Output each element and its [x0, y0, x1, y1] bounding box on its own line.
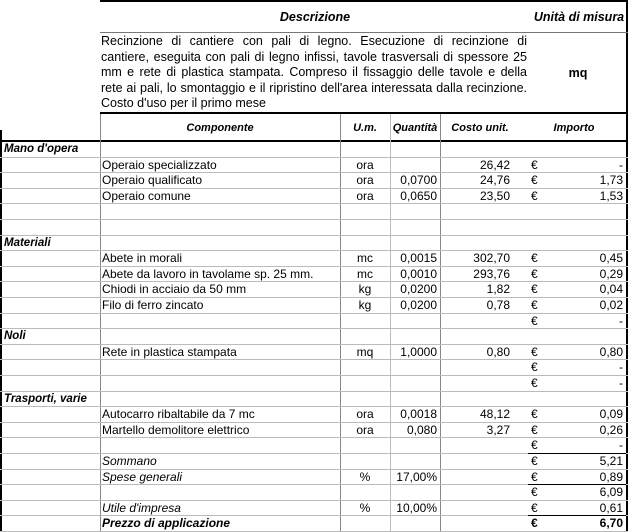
unit-of-measure: kg — [358, 282, 372, 297]
table-row — [0, 454, 628, 470]
quantity: 0,080 — [406, 422, 437, 437]
currency-symbol — [531, 392, 545, 408]
table-row — [0, 298, 628, 314]
quantity: 0,0018 — [400, 407, 437, 422]
amount: 0,02 — [599, 298, 623, 312]
unit-cost — [441, 329, 510, 345]
category-label — [4, 204, 100, 220]
unit-of-measure — [341, 454, 389, 470]
component-name: Filo di ferro zincato — [102, 298, 204, 312]
table-row — [0, 360, 628, 376]
category-label — [4, 251, 100, 267]
category-label — [4, 173, 100, 189]
amount: 5,21 — [599, 454, 623, 468]
column-header-quantita: Quantità — [392, 121, 438, 134]
unit-of-measure: kg — [358, 298, 372, 312]
amount: 1,73 — [599, 173, 623, 188]
category-row — [0, 236, 628, 252]
table-row — [0, 282, 628, 298]
unit-of-measure — [341, 438, 389, 454]
component-name — [102, 376, 338, 392]
quantity — [391, 220, 437, 236]
unit-cost — [441, 454, 510, 470]
component-name — [102, 204, 338, 220]
quantity: 0,0200 — [400, 298, 437, 312]
amount: - — [619, 157, 623, 172]
unit-of-measure — [341, 376, 389, 392]
unit-of-measure: ora — [356, 188, 374, 203]
category-label — [4, 454, 100, 470]
unit-cost — [441, 438, 510, 454]
quantity — [391, 236, 437, 252]
currency-symbol: € — [531, 188, 538, 203]
quantity — [391, 142, 437, 158]
component-name: Martello demolitore elettrico — [102, 422, 250, 437]
unit-cost — [441, 470, 510, 486]
component-name: Utile d'impresa — [102, 500, 181, 515]
unit-cost: 23,50 — [479, 188, 510, 203]
component-name: Sommano — [102, 454, 157, 468]
unit-cost — [441, 485, 510, 501]
unit-of-measure: ora — [356, 422, 374, 437]
component-name: Operaio specializzato — [102, 157, 217, 172]
unit-cost — [441, 314, 510, 330]
unit-cost: 26,42 — [479, 157, 510, 172]
quantity: 0,0015 — [400, 251, 437, 266]
unit-cost: 0,80 — [486, 344, 510, 359]
currency-symbol: € — [531, 251, 538, 266]
unit-of-measure — [341, 329, 389, 345]
component-name: Autocarro ribaltabile da 7 mc — [102, 407, 255, 422]
category-label — [4, 158, 100, 174]
currency-symbol — [531, 142, 545, 158]
amount: 0,29 — [599, 266, 623, 281]
currency-symbol: € — [531, 500, 538, 515]
unit-cost — [441, 376, 510, 392]
unit-header: Unità di misura — [533, 10, 625, 24]
unit-cost — [441, 360, 510, 376]
amount: 0,26 — [599, 422, 623, 437]
category-row — [0, 329, 628, 345]
column-header-costo-unit: Costo unit. — [451, 121, 509, 134]
currency-symbol — [531, 204, 545, 220]
category-label — [4, 501, 100, 517]
subtotal-rule — [528, 453, 626, 454]
component-name — [102, 485, 338, 501]
component-name — [102, 236, 338, 252]
column-header-um: U.m. — [353, 121, 377, 134]
component-name — [102, 392, 338, 408]
unit-cost: 293,76 — [473, 266, 510, 281]
amount: 0,04 — [599, 282, 623, 297]
amount — [548, 392, 623, 408]
unit-of-measure — [341, 314, 389, 330]
category-label — [4, 407, 100, 423]
currency-symbol: € — [531, 376, 538, 390]
divider — [100, 32, 628, 33]
category-label — [4, 298, 100, 314]
unit-cost: 24,76 — [479, 173, 510, 188]
table-row — [0, 485, 628, 501]
table-row — [0, 470, 628, 486]
component-name: Operaio qualificato — [102, 173, 203, 188]
quantity: 0,0200 — [400, 282, 437, 297]
unit-cost — [441, 501, 510, 517]
category-label — [4, 485, 100, 501]
table-row — [0, 251, 628, 267]
component-name: Spese generali — [102, 469, 183, 484]
unit-of-measure — [341, 360, 389, 376]
amount: 0,80 — [599, 344, 623, 359]
unit-of-measure: mc — [357, 251, 373, 266]
description-header: Descrizione — [279, 10, 351, 24]
unit-cost: 0,78 — [486, 298, 510, 312]
component-name: Chiodi in acciaio da 50 mm — [102, 282, 247, 297]
unit-cost — [441, 220, 510, 236]
currency-symbol: € — [531, 469, 538, 484]
currency-symbol — [531, 220, 545, 236]
category-label — [4, 282, 100, 298]
category-label — [4, 345, 100, 361]
amount — [548, 142, 623, 158]
table-row — [0, 516, 628, 532]
table-row — [0, 376, 628, 392]
unit-cost — [441, 516, 510, 532]
category-label — [4, 267, 100, 283]
category-label: Trasporti, varie — [4, 392, 87, 405]
table-row — [0, 189, 628, 205]
category-label: Materiali — [4, 236, 51, 249]
column-header-importo: Importo — [553, 121, 595, 134]
table-row — [0, 173, 628, 189]
category-label: Mano d'opera — [4, 143, 79, 155]
table-row — [0, 423, 628, 439]
quantity — [391, 376, 437, 392]
table-row — [0, 158, 628, 174]
category-label — [4, 423, 100, 439]
amount: 6,70 — [599, 516, 623, 531]
component-name: Prezzo di applicazione — [102, 516, 231, 531]
category-label — [4, 516, 100, 532]
subtotal-rule — [528, 515, 626, 516]
currency-symbol: € — [531, 266, 538, 281]
unit-of-measure — [341, 392, 389, 408]
unit-cost — [441, 392, 510, 408]
subtotal-rule — [528, 484, 626, 485]
table-row — [0, 314, 628, 330]
quantity: 0,0010 — [400, 266, 437, 281]
table-row — [0, 220, 628, 236]
currency-symbol: € — [531, 422, 538, 437]
category-label: Noli — [4, 330, 26, 343]
amount — [548, 236, 623, 252]
currency-symbol: € — [531, 157, 538, 172]
unit-of-measure — [341, 236, 389, 252]
table-row — [0, 501, 628, 517]
component-name — [102, 360, 338, 376]
unit-of-measure: mq — [356, 344, 374, 359]
category-label — [4, 438, 100, 454]
unit-cost: 302,70 — [473, 251, 510, 266]
currency-symbol: € — [531, 407, 538, 422]
quantity — [391, 516, 437, 532]
amount: 0,61 — [599, 500, 623, 515]
currency-symbol: € — [531, 438, 538, 453]
currency-symbol: € — [531, 173, 538, 188]
amount: 6,09 — [599, 485, 623, 500]
quantity — [391, 314, 437, 330]
component-name: Abete da lavoro in tavolame sp. 25 mm. — [102, 266, 314, 281]
category-label — [4, 376, 100, 392]
category-row — [0, 392, 628, 408]
currency-symbol: € — [531, 313, 538, 328]
amount: - — [619, 313, 623, 328]
unit-cost: 3,27 — [486, 422, 510, 437]
item-unit: mq — [568, 66, 588, 80]
amount: 0,09 — [599, 407, 623, 422]
amount: - — [619, 438, 623, 453]
amount — [548, 220, 623, 236]
unit-of-measure: ora — [356, 407, 374, 422]
component-name — [102, 314, 338, 330]
category-label — [4, 314, 100, 330]
quantity — [391, 392, 437, 408]
currency-symbol: € — [531, 516, 538, 531]
currency-symbol: € — [531, 485, 538, 500]
component-name — [102, 438, 338, 454]
quantity — [391, 454, 437, 470]
component-name: Operaio comune — [102, 188, 191, 203]
currency-symbol: € — [531, 454, 538, 468]
table-row — [0, 204, 628, 220]
category-label — [4, 470, 100, 486]
currency-symbol — [531, 236, 545, 252]
currency-symbol: € — [531, 282, 538, 297]
unit-cost — [441, 142, 510, 158]
unit-cost: 1,82 — [486, 282, 510, 297]
quantity: 10,00% — [396, 500, 437, 515]
unit-of-measure: ora — [356, 173, 374, 188]
unit-of-measure: % — [359, 469, 371, 484]
quantity — [391, 329, 437, 345]
unit-of-measure — [341, 485, 389, 501]
component-name: Abete in morali — [102, 251, 183, 266]
component-name: Rete in plastica stampata — [102, 344, 237, 359]
unit-of-measure: % — [359, 500, 371, 515]
amount: 0,89 — [599, 469, 623, 484]
unit-of-measure — [341, 142, 389, 158]
quantity: 0,0650 — [400, 188, 437, 203]
quantity: 0,0700 — [400, 173, 437, 188]
unit-cost — [441, 236, 510, 252]
table-row — [0, 267, 628, 283]
amount: 1,53 — [599, 188, 623, 203]
unit-cost: 48,12 — [479, 407, 510, 422]
table-row — [0, 438, 628, 454]
component-name — [102, 220, 338, 236]
component-name — [102, 142, 338, 158]
currency-symbol: € — [531, 298, 538, 312]
quantity — [391, 438, 437, 454]
amount: 0,45 — [599, 251, 623, 266]
item-description: Recinzione di cantiere con pali di legno. Esecuzione di recinzione di cantiere, eseguita con pali di legno infissi, tavole trasversali di spessore 25 mm e rete di plastica stampata. Compreso il fissaggio delle tavole e della rete ai pali, lo smontaggio e il ripristino dell'area interessata dalla recinzione. Costo d'uso per il primo mese — [101, 34, 527, 111]
amount: - — [619, 360, 623, 375]
amount — [548, 329, 623, 345]
category-row — [0, 142, 628, 158]
quantity — [391, 158, 437, 174]
quantity — [391, 485, 437, 501]
quantity — [391, 360, 437, 376]
unit-of-measure — [341, 220, 389, 236]
currency-symbol: € — [531, 344, 538, 359]
unit-of-measure — [341, 516, 389, 532]
unit-of-measure — [341, 204, 389, 220]
category-label — [4, 220, 100, 236]
component-name — [102, 329, 338, 345]
currency-symbol — [531, 329, 545, 345]
quantity: 17,00% — [396, 469, 437, 484]
category-label — [4, 189, 100, 205]
unit-cost — [441, 204, 510, 220]
category-label — [4, 360, 100, 376]
amount — [548, 204, 623, 220]
table-row — [0, 407, 628, 423]
quantity — [391, 204, 437, 220]
quantity: 1,0000 — [400, 344, 437, 359]
table-row — [0, 345, 628, 361]
amount: - — [619, 376, 623, 390]
table-header-row — [100, 114, 628, 141]
currency-symbol: € — [531, 360, 538, 375]
column-header-componente: Componente — [186, 121, 254, 134]
unit-of-measure: ora — [356, 157, 374, 172]
unit-of-measure: mc — [357, 266, 373, 281]
